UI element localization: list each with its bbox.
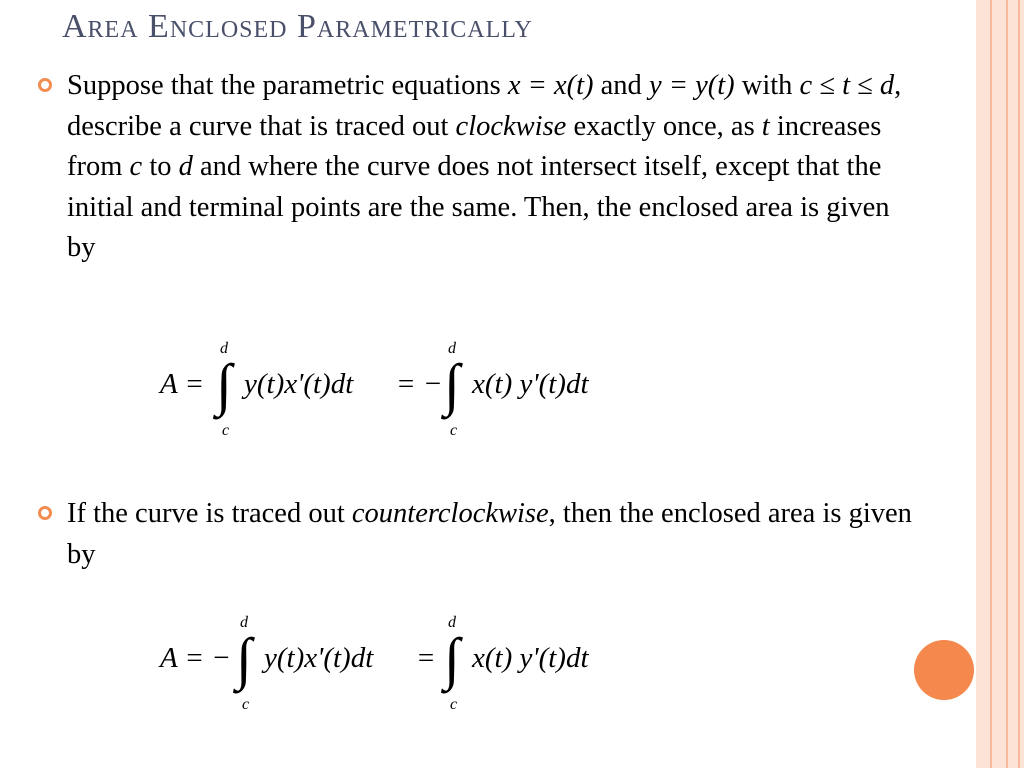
- integrand: y(t)x'(t)dt: [244, 368, 354, 400]
- math-span: t: [761, 110, 770, 142]
- formula-middle: = −: [396, 368, 443, 400]
- bullet-text: [67, 66, 918, 269]
- math-span: d: [178, 151, 193, 183]
- text-span: , describe a curve that is traced out: [67, 70, 902, 142]
- integral-sign: ∫: [444, 352, 460, 417]
- lower-limit: c: [450, 696, 458, 713]
- text-span: exactly once, as: [566, 110, 762, 142]
- math-span: y = y(t): [648, 70, 735, 101]
- text-span: , then the enclosed area is given by: [67, 498, 912, 570]
- bullet-counterclockwise: [38, 494, 918, 575]
- upper-limit: d: [220, 340, 228, 357]
- side-decor-line: [990, 0, 992, 768]
- upper-limit: d: [448, 340, 456, 357]
- math-span: x = x(t): [507, 70, 594, 101]
- bullet-icon: [38, 506, 52, 520]
- text-span: with: [734, 70, 800, 101]
- integral-sign: ∫: [444, 626, 460, 691]
- integrand: x(t) y'(t)dt: [472, 368, 589, 400]
- text-span: increases from: [67, 110, 882, 183]
- math-span: c: [129, 151, 143, 183]
- decor-circle: [914, 640, 974, 700]
- bullet-icon: [38, 78, 52, 92]
- text-span: and where the curve does not intersect itself, except that the initial and terminal points are the same. Then, the enclosed area is given by: [67, 151, 890, 264]
- lower-limit: c: [450, 422, 458, 439]
- text-span: If the curve is traced out: [67, 498, 352, 529]
- math-span: c ≤ t ≤ d: [799, 70, 895, 101]
- slide-title: Area Enclosed Parametrically: [62, 8, 533, 45]
- bullet-clockwise: [38, 66, 918, 269]
- text-span: to: [142, 151, 179, 183]
- integrand: x(t) y'(t)dt: [472, 642, 589, 674]
- formula-middle: =: [416, 642, 436, 674]
- side-decor-band: [976, 0, 1024, 768]
- lower-limit: c: [242, 696, 250, 713]
- bullet-text: [67, 494, 918, 575]
- emphasis-span: counterclockwise: [351, 498, 549, 529]
- side-decor-line: [1006, 0, 1008, 768]
- upper-limit: d: [240, 614, 248, 631]
- text-span: Suppose that the parametric equations: [67, 70, 508, 101]
- lower-limit: c: [222, 422, 230, 439]
- formula-lhs: A = −: [160, 642, 231, 674]
- formula-lhs: A =: [160, 368, 205, 400]
- integral-sign: ∫: [216, 352, 232, 417]
- text-span: and: [593, 70, 649, 101]
- integrand: y(t)x'(t)dt: [264, 642, 374, 674]
- side-decor-line: [1018, 0, 1020, 768]
- integral-sign: ∫: [236, 626, 252, 691]
- upper-limit: d: [448, 614, 456, 631]
- emphasis-span: clockwise: [455, 110, 567, 142]
